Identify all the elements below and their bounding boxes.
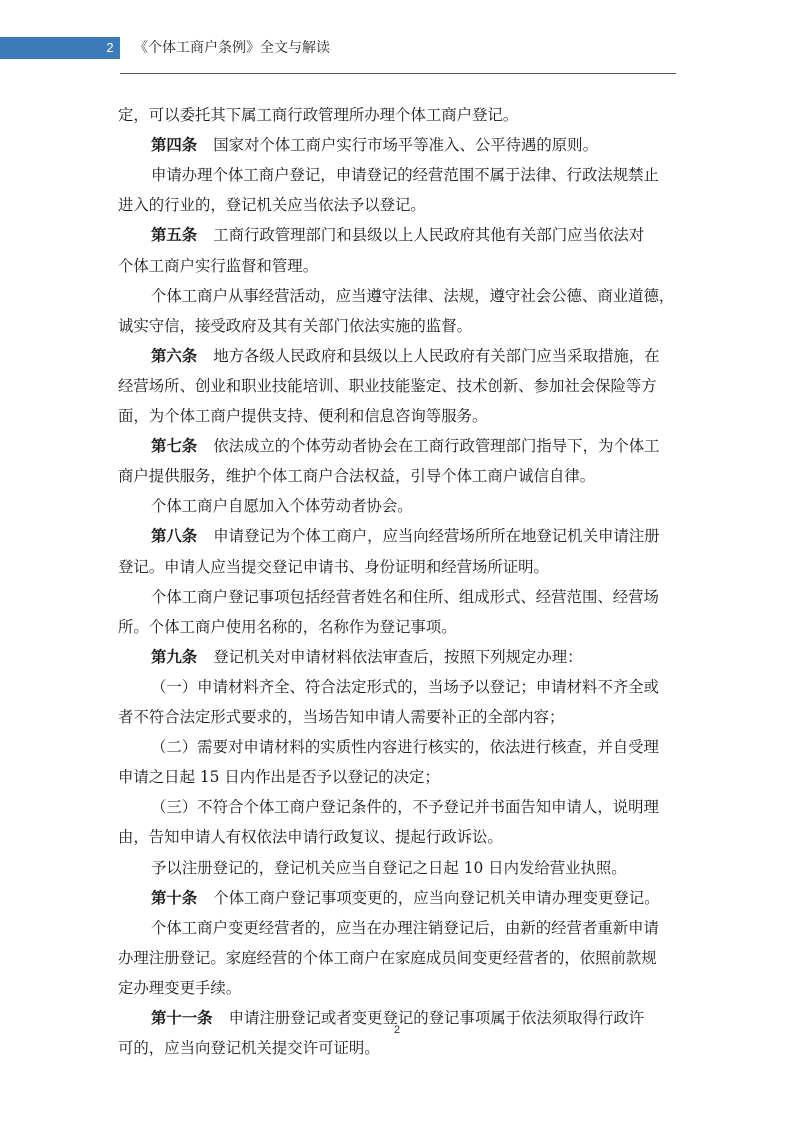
paragraph-line [151, 491, 413, 521]
line-text: 个体工商户从事经营活动，应当遵守法律、法规，遵守社会公德、商业道德， [151, 286, 675, 305]
article-number: 第八条 [151, 527, 198, 546]
article-paragraph-line [151, 220, 644, 250]
article-paragraph-line [151, 431, 660, 461]
paragraph-line [118, 943, 657, 973]
line-text: 申请登记为个体工商户，应当向经营场所所在地登记机关申请注册 [213, 527, 660, 546]
line-text: 经营场所、创业和职业技能培训、职业技能鉴定、技术创新、参加社会保险等方 [118, 376, 657, 395]
paragraph-line [118, 1033, 380, 1063]
line-text: 可的，应当向登记机关提交许可证明。 [118, 1039, 380, 1058]
line-text: 面，为个体工商户提供支持、便利和信息咨询等服务。 [118, 407, 488, 425]
line-text: 登记。申请人应当提交登记申请书、身份证明和经营场所证明。 [118, 557, 549, 576]
line-text: 申请之日起 15 日内作出是否予以登记的决定； [118, 768, 440, 787]
line-text: 个体工商户实行监督和管理。 [118, 256, 319, 275]
paragraph-line [118, 371, 657, 401]
article-paragraph-line [151, 642, 583, 672]
line-text: 个体工商户登记事项变更的，应当向登记机关申请办理变更登记。 [213, 888, 660, 907]
line-text: 定办理变更手续。 [118, 978, 242, 997]
line-text: 申请办理个体工商户登记，申请登记的经营范围不属于法律、行政法规禁止 [151, 166, 659, 185]
article-paragraph-line [151, 521, 660, 551]
article-number: 第五条 [151, 226, 198, 245]
line-text: 诚实守信，接受政府及其有关部门依法实施的监督。 [118, 316, 472, 335]
line-text: 定，可以委托其下属工商行政管理所办理个体工商户登记。 [118, 106, 519, 124]
line-text: 者不符合法定形式要求的，当场告知申请人需要补正的全部内容； [118, 708, 565, 726]
line-text: 个体工商户自愿加入个体劳动者协会。 [151, 497, 413, 516]
line-text: 依法成立的个体劳动者协会在工商行政管理部门指导下，为个体工 [213, 437, 660, 456]
paragraph-line [118, 762, 440, 792]
line-text: 予以注册登记的，登记机关应当自登记之日起 10 日内发给营业执照。 [151, 858, 627, 877]
paragraph-line [151, 672, 659, 702]
header-divider [120, 73, 676, 74]
paragraph-line [151, 913, 659, 943]
paragraph-line [118, 190, 426, 220]
paragraph-line [118, 973, 241, 1003]
line-text: 个体工商户登记事项包括经营者姓名和住所、组成形式、经营范围、经营场 [151, 587, 659, 606]
paragraph-line [118, 702, 564, 732]
header-page-number: 2 [106, 40, 114, 55]
article-paragraph-line [151, 130, 598, 160]
footer-page-number: 2 [393, 1024, 401, 1036]
line-text: 国家对个体工商户实行市场平等准入、公平待遇的原则。 [213, 136, 598, 155]
article-paragraph-line [151, 883, 660, 913]
line-text: 登记机关对申请材料依法审查后，按照下列规定办理： [213, 647, 583, 666]
paragraph-line [118, 461, 595, 491]
paragraph-line [151, 281, 674, 311]
paragraph-line [151, 160, 659, 190]
paragraph-line [118, 311, 472, 341]
article-paragraph-line [151, 341, 660, 371]
article-number: 第六条 [151, 346, 198, 365]
line-text: 个体工商户变更经营者的，应当在办理注销登记后，由新的经营者重新申请 [151, 918, 659, 937]
paragraph-line [151, 732, 659, 762]
article-number: 第七条 [151, 437, 198, 456]
line-text: 地方各级人民政府和县级以上人民政府有关部门应当采取措施，在 [213, 346, 660, 365]
article-number: 第十条 [151, 888, 198, 907]
line-text: 办理注册登记。家庭经营的个体工商户在家庭成员间变更经营者的，依照前款规 [118, 948, 657, 967]
paragraph-line [118, 612, 457, 642]
line-text: 由，告知申请人有权依法申请行政复议、提起行政诉讼。 [118, 828, 503, 847]
paragraph-line [151, 792, 659, 822]
paragraph-line [151, 582, 659, 612]
article-number: 第九条 [151, 647, 198, 666]
paragraph-line [118, 251, 318, 281]
line-text: 进入的行业的，登记机关应当依法予以登记。 [118, 196, 426, 215]
paragraph-line [151, 853, 627, 883]
paragraph-line [118, 401, 487, 431]
line-text: 工商行政管理部门和县级以上人民政府其他有关部门应当依法对 [213, 226, 645, 245]
line-text: （一）申请材料齐全、符合法定形式的，当场予以登记；申请材料不齐全或 [151, 677, 659, 696]
paragraph-line [118, 100, 518, 130]
line-text: 申请注册登记或者变更登记的登记事项属于依法须取得行政许 [228, 1009, 645, 1027]
paragraph-line [118, 822, 503, 852]
line-text: （三）不符合个体工商户登记条件的，不予登记并书面告知申请人，说明理 [151, 798, 659, 817]
line-text: 所。个体工商户使用名称的，名称作为登记事项。 [118, 617, 457, 636]
paragraph-line [118, 552, 549, 582]
line-text: 商户提供服务，维护个体工商户合法权益，引导个体工商户诚信自律。 [118, 467, 596, 486]
running-header-title: 《个体工商户条例》全文与解读 [134, 40, 330, 56]
article-number: 第十一条 [151, 1009, 213, 1027]
line-text: （二）需要对申请材料的实质性内容进行核实的，依法进行核查，并自受理 [151, 738, 659, 757]
article-number: 第四条 [151, 136, 198, 155]
